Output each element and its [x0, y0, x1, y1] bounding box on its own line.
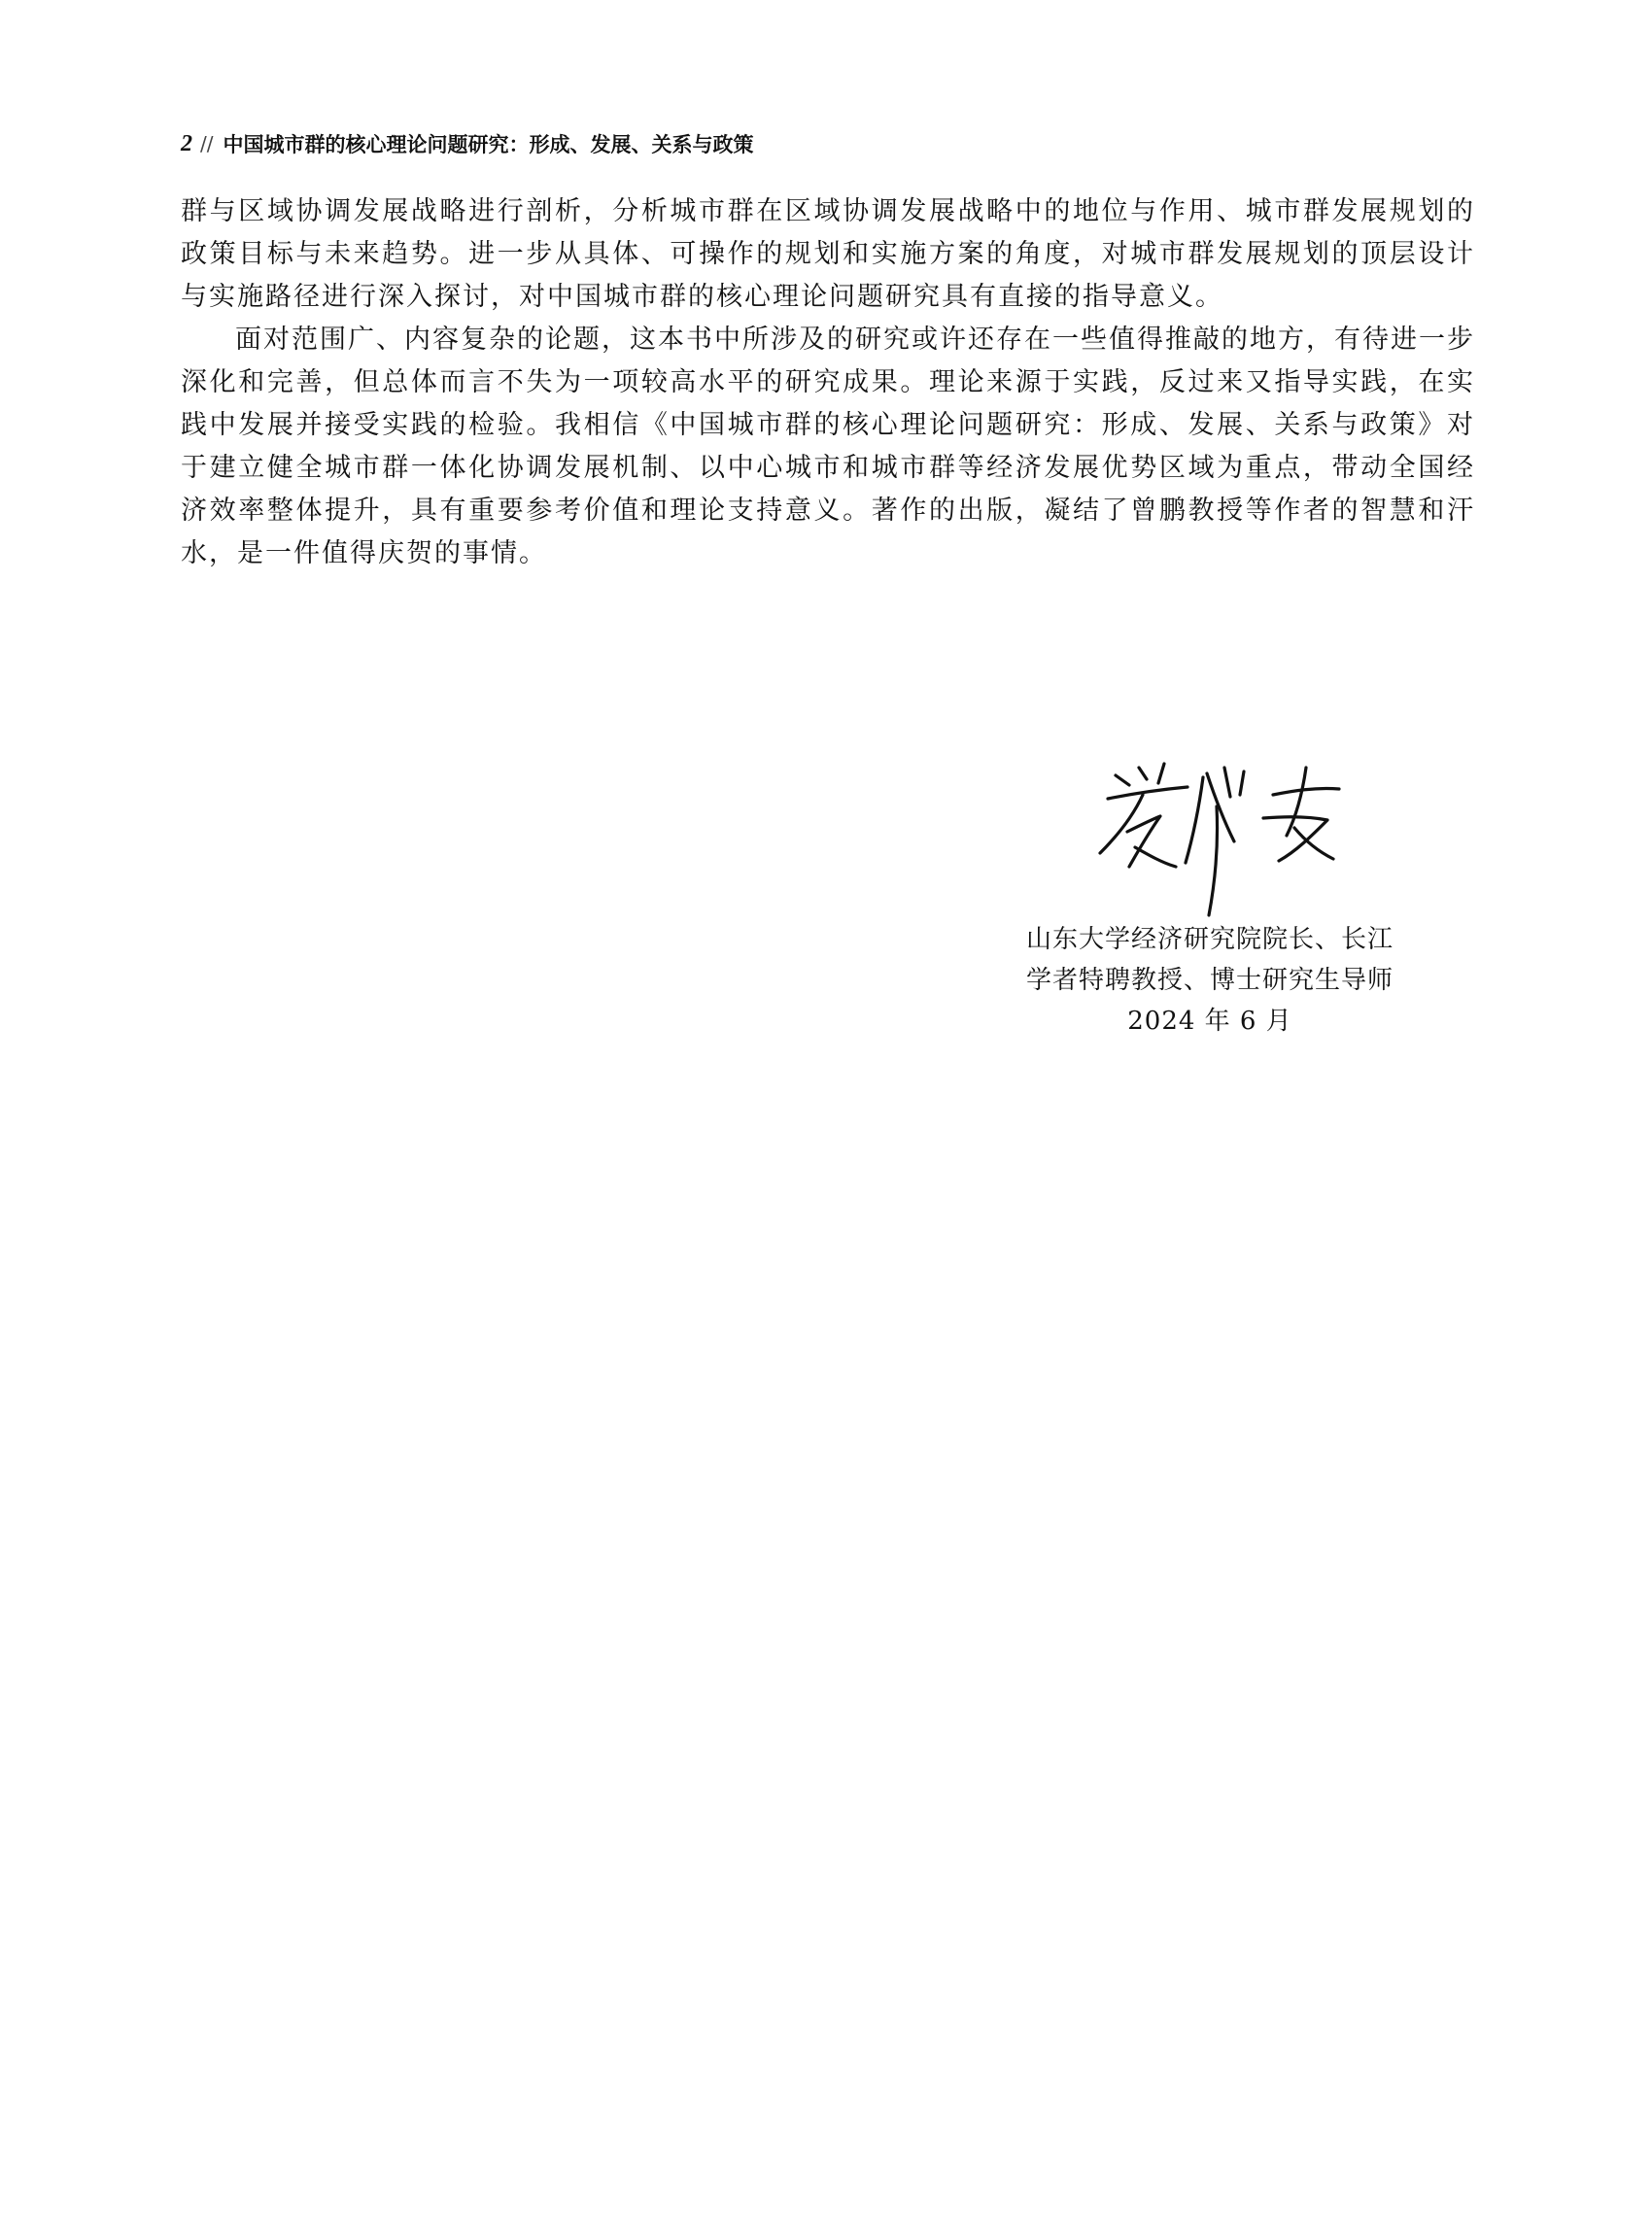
book-title: 中国城市群的核心理论问题研究：形成、发展、关系与政策 — [223, 133, 754, 156]
running-header — [181, 126, 753, 161]
affiliation-line-1: 山东大学经济研究院院长、长江 — [1025, 925, 1394, 954]
signature-date: 2024 年 6 月 — [1127, 1007, 1292, 1036]
paragraph-1: 群与区域协调发展战略进行剖析，分析城市群在区域协调发展战略中的地位与作用、城市群发展规划的政策目标与未来趋势。进一步从具体、可操作的规划和实施方案的角度，对城市群发展规划的顶层设计与实施路径进行深入探讨，对中国城市群的核心理论问题研究具有直接的指导意义。 — [181, 196, 1475, 312]
body-text — [181, 190, 1475, 575]
paragraph-2: 面对范围广、内容复杂的论题，这本书中所涉及的研究或许还存在一些值得推敲的地方，有待进一步深化和完善，但总体而言不失为一项较高水平的研究成果。理论来源于实践，反过来又指导实践，在实践中发展并接受实践的检验。我相信《中国城市群的核心理论问题研究：形成、发展、关系与政策》对于建立健全城市群一体化协调发展机制、以中心城市和城市群等经济发展优势区域为重点，带动全国经济效率整体提升，具有重要参考价值和理论支持意义。著作的出版，凝结了曾鹏教授等作者的智慧和汗水，是一件值得庆贺的事情。 — [181, 325, 1475, 568]
affiliation-line-2: 学者特聘教授、博士研究生导师 — [1025, 966, 1394, 995]
header-separator: // — [200, 132, 214, 155]
handwritten-signature — [1079, 738, 1360, 923]
signer-affiliation — [981, 919, 1438, 1042]
page-number: 2 — [181, 130, 192, 156]
